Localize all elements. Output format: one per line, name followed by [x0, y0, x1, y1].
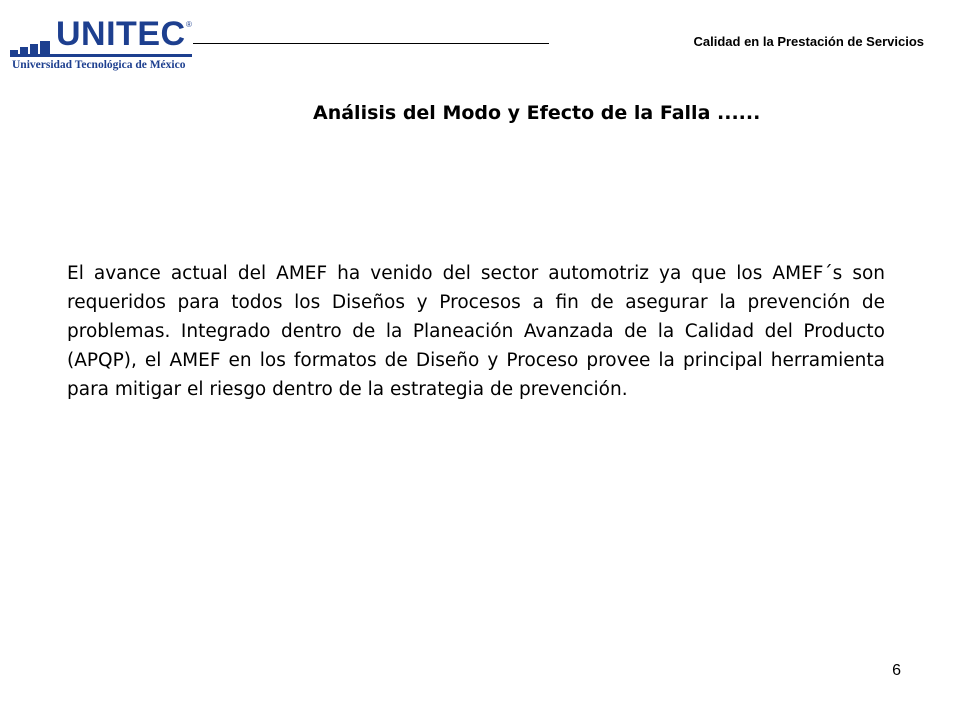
- unitec-logo: [10, 14, 195, 76]
- header-divider: [193, 43, 549, 44]
- slide-title: Análisis del Modo y Efecto de la Falla ......: [313, 102, 761, 124]
- course-title: Calidad en la Prestación de Servicios: [693, 34, 924, 49]
- body-paragraph: El avance actual del AMEF ha venido del sector automotriz ya que los AMEF´s son requeridos para todos los Diseños y Procesos a fin de asegurar la prevención de problemas. Integrado dentro de la Planeación Avanzada de la Calidad del Producto (APQP), el AMEF en los formatos de Diseño y Proceso provee la principal herramienta para mitigar el riesgo dentro de la estrategia de prevención.: [67, 263, 885, 400]
- logo-registered-mark: ®: [186, 20, 192, 29]
- logo-wordmark: UNITEC: [56, 15, 186, 53]
- page-number: 6: [892, 662, 901, 679]
- logo-stripes: [10, 41, 54, 54]
- logo-tagline: Universidad Tecnológica de México: [12, 59, 186, 71]
- logo-underline: [10, 54, 192, 57]
